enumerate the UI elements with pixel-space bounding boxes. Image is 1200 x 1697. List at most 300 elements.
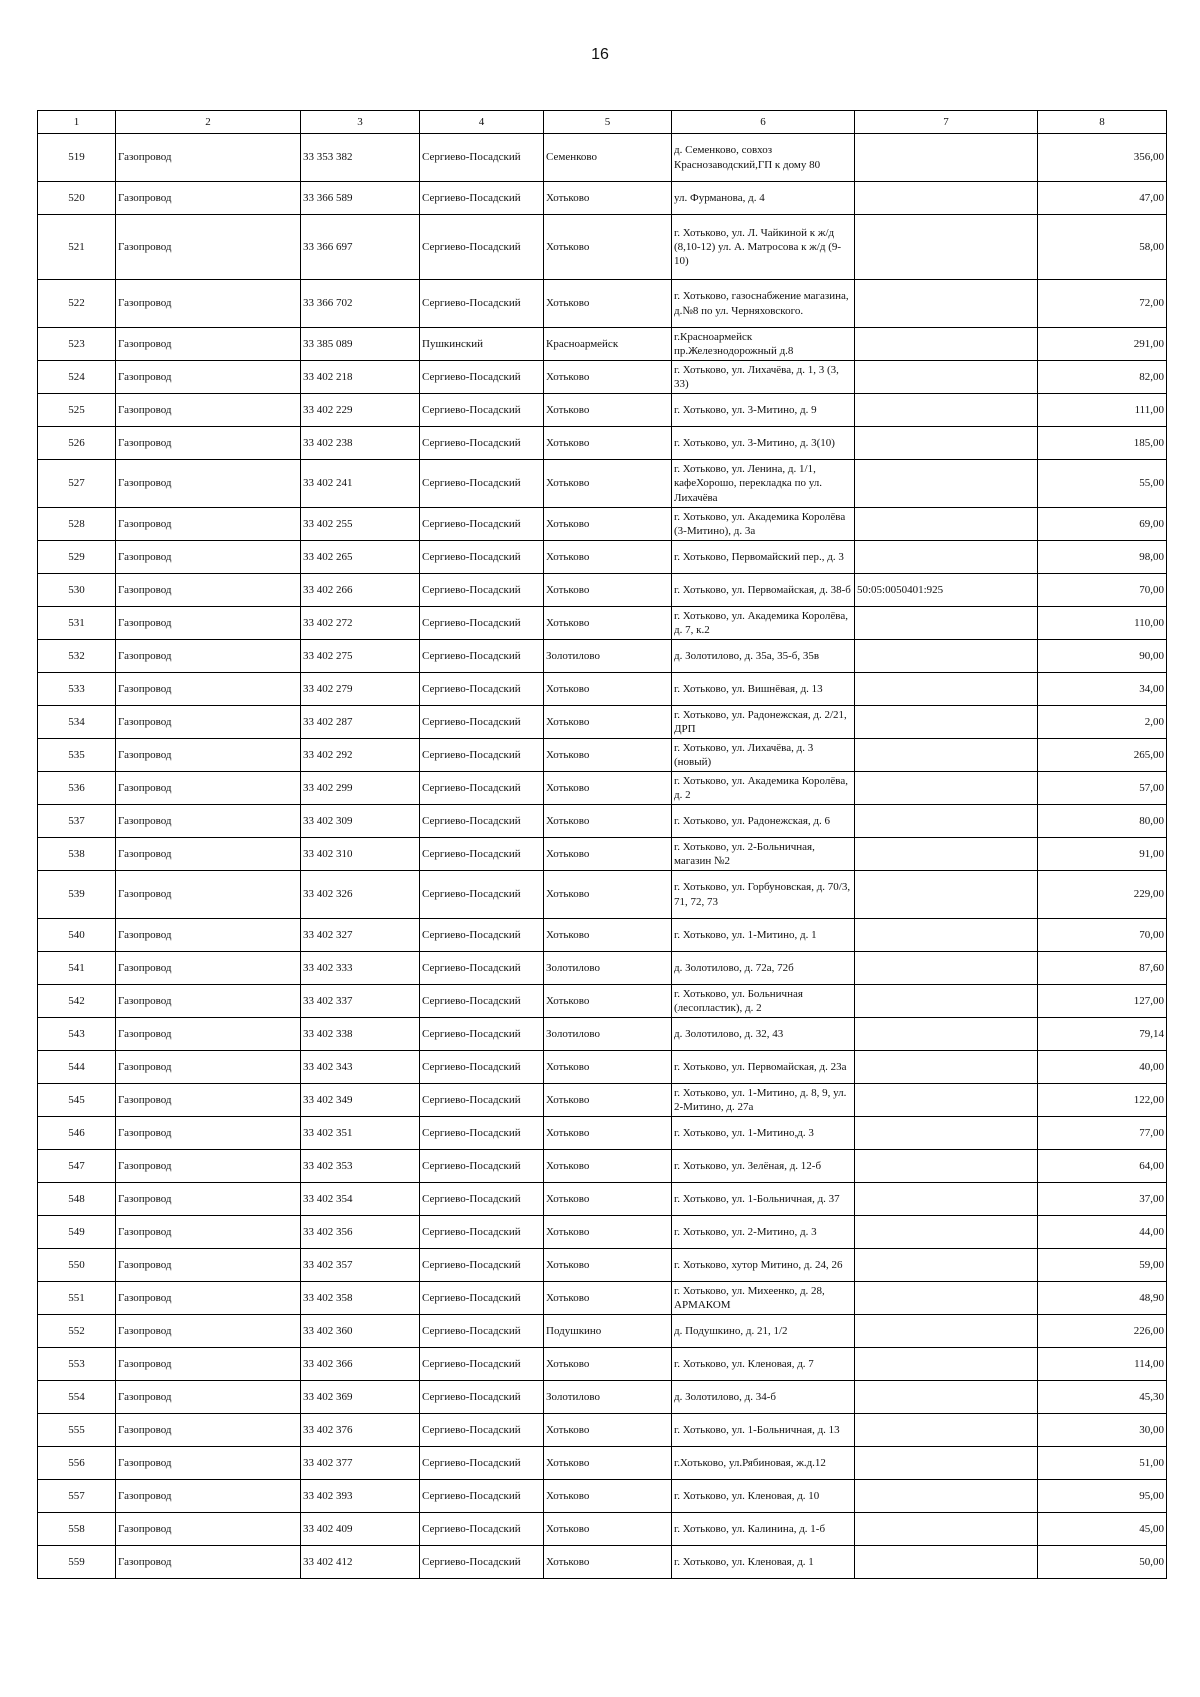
row-number: 548 [38, 1183, 116, 1216]
locality-name: Золотилово [544, 1018, 672, 1051]
object-name: Газопровод [116, 673, 301, 706]
object-code: 33 402 266 [301, 574, 420, 607]
district-name: Сергиево-Посадский [420, 919, 544, 952]
object-name: Газопровод [116, 1150, 301, 1183]
cadastral-number [855, 985, 1038, 1018]
object-name: Газопровод [116, 134, 301, 182]
object-name: Газопровод [116, 541, 301, 574]
district-name: Сергиево-Посадский [420, 427, 544, 460]
object-length: 57,00 [1038, 772, 1167, 805]
object-address: г. Хотьково, ул. 1-Митино, д. 1 [672, 919, 855, 952]
object-name: Газопровод [116, 427, 301, 460]
object-length: 80,00 [1038, 805, 1167, 838]
table-row [38, 328, 1167, 361]
district-name: Пушкинский [420, 328, 544, 361]
district-name: Сергиево-Посадский [420, 607, 544, 640]
object-name: Газопровод [116, 1084, 301, 1117]
object-name: Газопровод [116, 838, 301, 871]
table-row [38, 361, 1167, 394]
district-name: Сергиево-Посадский [420, 1150, 544, 1183]
cadastral-number [855, 134, 1038, 182]
object-length: 110,00 [1038, 607, 1167, 640]
object-code: 33 402 354 [301, 1183, 420, 1216]
object-length: 114,00 [1038, 1348, 1167, 1381]
object-name: Газопровод [116, 1183, 301, 1216]
cadastral-number [855, 541, 1038, 574]
object-code: 33 402 275 [301, 640, 420, 673]
cadastral-number [855, 871, 1038, 919]
district-name: Сергиево-Посадский [420, 280, 544, 328]
object-code: 33 402 265 [301, 541, 420, 574]
table-row [38, 1513, 1167, 1546]
object-address: г. Хотьково, ул. Кленовая, д. 7 [672, 1348, 855, 1381]
object-length: 291,00 [1038, 328, 1167, 361]
locality-name: Хотьково [544, 1447, 672, 1480]
header-cell: 1 [38, 111, 116, 134]
district-name: Сергиево-Посадский [420, 673, 544, 706]
locality-name: Хотьково [544, 1414, 672, 1447]
district-name: Сергиево-Посадский [420, 508, 544, 541]
table-row [38, 706, 1167, 739]
table-row [38, 1018, 1167, 1051]
header-cell: 5 [544, 111, 672, 134]
object-name: Газопровод [116, 772, 301, 805]
object-address: г. Хотьково, ул. 3-Митино, д. 3(10) [672, 427, 855, 460]
object-name: Газопровод [116, 607, 301, 640]
district-name: Сергиево-Посадский [420, 574, 544, 607]
locality-name: Хотьково [544, 706, 672, 739]
cadastral-number [855, 394, 1038, 427]
object-code: 33 366 697 [301, 215, 420, 280]
district-name: Сергиево-Посадский [420, 1249, 544, 1282]
cadastral-number [855, 706, 1038, 739]
district-name: Сергиево-Посадский [420, 1183, 544, 1216]
header-row [38, 111, 1167, 134]
object-address: г. Хотьково, ул. Кленовая, д. 1 [672, 1546, 855, 1579]
object-length: 70,00 [1038, 574, 1167, 607]
district-name: Сергиево-Посадский [420, 805, 544, 838]
district-name: Сергиево-Посадский [420, 1348, 544, 1381]
locality-name: Хотьково [544, 1051, 672, 1084]
object-length: 265,00 [1038, 739, 1167, 772]
row-number: 557 [38, 1480, 116, 1513]
cadastral-number [855, 1117, 1038, 1150]
object-name: Газопровод [116, 919, 301, 952]
district-name: Сергиево-Посадский [420, 182, 544, 215]
object-length: 90,00 [1038, 640, 1167, 673]
locality-name: Хотьково [544, 673, 672, 706]
row-number: 538 [38, 838, 116, 871]
cadastral-number [855, 1546, 1038, 1579]
district-name: Сергиево-Посадский [420, 361, 544, 394]
object-length: 64,00 [1038, 1150, 1167, 1183]
district-name: Сергиево-Посадский [420, 1282, 544, 1315]
cadastral-number [855, 1249, 1038, 1282]
object-code: 33 353 382 [301, 134, 420, 182]
district-name: Сергиево-Посадский [420, 460, 544, 508]
cadastral-number [855, 1381, 1038, 1414]
object-name: Газопровод [116, 985, 301, 1018]
table-row [38, 1183, 1167, 1216]
object-address: г. Хотьково, хутор Митино, д. 24, 26 [672, 1249, 855, 1282]
object-length: 87,60 [1038, 952, 1167, 985]
object-address: г. Хотьково, ул. Горбуновская, д. 70/3, 71, 72, 73 [672, 871, 855, 919]
header-cell: 6 [672, 111, 855, 134]
row-number: 527 [38, 460, 116, 508]
district-name: Сергиево-Посадский [420, 985, 544, 1018]
object-code: 33 402 238 [301, 427, 420, 460]
object-code: 33 402 310 [301, 838, 420, 871]
locality-name: Хотьково [544, 838, 672, 871]
object-address: г. Хотьково, ул. Ленина, д. 1/1, кафеХорошо, перекладка по ул. Лихачёва [672, 460, 855, 508]
object-name: Газопровод [116, 280, 301, 328]
object-length: 77,00 [1038, 1117, 1167, 1150]
row-number: 536 [38, 772, 116, 805]
object-length: 58,00 [1038, 215, 1167, 280]
object-length: 44,00 [1038, 1216, 1167, 1249]
object-name: Газопровод [116, 1018, 301, 1051]
row-number: 543 [38, 1018, 116, 1051]
page-number: 16 [591, 46, 609, 63]
locality-name: Золотилово [544, 952, 672, 985]
object-address: г. Хотьково, ул. 2-Больничная, магазин №2 [672, 838, 855, 871]
object-code: 33 402 409 [301, 1513, 420, 1546]
district-name: Сергиево-Посадский [420, 952, 544, 985]
row-number: 552 [38, 1315, 116, 1348]
object-length: 37,00 [1038, 1183, 1167, 1216]
table-row [38, 460, 1167, 508]
object-code: 33 385 089 [301, 328, 420, 361]
object-name: Газопровод [116, 1447, 301, 1480]
locality-name: Хотьково [544, 1480, 672, 1513]
object-code: 33 402 241 [301, 460, 420, 508]
locality-name: Хотьково [544, 805, 672, 838]
cadastral-number [855, 952, 1038, 985]
object-code: 33 402 287 [301, 706, 420, 739]
district-name: Сергиево-Посадский [420, 1381, 544, 1414]
locality-name: Хотьково [544, 1216, 672, 1249]
table-row [38, 574, 1167, 607]
object-name: Газопровод [116, 1051, 301, 1084]
district-name: Сергиево-Посадский [420, 1051, 544, 1084]
object-length: 229,00 [1038, 871, 1167, 919]
locality-name: Хотьково [544, 1513, 672, 1546]
locality-name: Хотьково [544, 460, 672, 508]
table-row [38, 919, 1167, 952]
object-length: 70,00 [1038, 919, 1167, 952]
object-length: 356,00 [1038, 134, 1167, 182]
object-name: Газопровод [116, 871, 301, 919]
cadastral-number [855, 328, 1038, 361]
row-number: 546 [38, 1117, 116, 1150]
cadastral-number [855, 1084, 1038, 1117]
object-address: г. Хотьково, ул. 2-Митино, д. 3 [672, 1216, 855, 1249]
locality-name: Хотьково [544, 1084, 672, 1117]
table-row [38, 394, 1167, 427]
object-code: 33 402 229 [301, 394, 420, 427]
object-length: 69,00 [1038, 508, 1167, 541]
row-number: 526 [38, 427, 116, 460]
object-length: 30,00 [1038, 1414, 1167, 1447]
row-number: 556 [38, 1447, 116, 1480]
row-number: 539 [38, 871, 116, 919]
object-code: 33 402 333 [301, 952, 420, 985]
object-address: г. Хотьково, ул. Калинина, д. 1-б [672, 1513, 855, 1546]
district-name: Сергиево-Посадский [420, 541, 544, 574]
row-number: 533 [38, 673, 116, 706]
row-number: 531 [38, 607, 116, 640]
table-row [38, 1216, 1167, 1249]
object-code: 33 402 327 [301, 919, 420, 952]
object-address: г. Хотьково, ул. Михеенко, д. 28, АРМАКОМ [672, 1282, 855, 1315]
table-row [38, 280, 1167, 328]
object-name: Газопровод [116, 328, 301, 361]
district-name: Сергиево-Посадский [420, 1447, 544, 1480]
object-address: г. Хотьково, ул. Радонежская, д. 6 [672, 805, 855, 838]
cadastral-number [855, 1282, 1038, 1315]
object-code: 33 402 326 [301, 871, 420, 919]
object-code: 33 402 358 [301, 1282, 420, 1315]
object-length: 127,00 [1038, 985, 1167, 1018]
table-row [38, 427, 1167, 460]
table-row [38, 772, 1167, 805]
object-address: г. Хотьково, ул. Первомайская, д. 23а [672, 1051, 855, 1084]
row-number: 537 [38, 805, 116, 838]
locality-name: Хотьково [544, 739, 672, 772]
object-code: 33 402 309 [301, 805, 420, 838]
locality-name: Хотьково [544, 280, 672, 328]
object-address: г. Хотьково, ул. Первомайская, д. 38-б [672, 574, 855, 607]
row-number: 532 [38, 640, 116, 673]
row-number: 540 [38, 919, 116, 952]
object-address: г. Хотьково, ул. Академика Королёва, д. 7, к.2 [672, 607, 855, 640]
header-cell: 7 [855, 111, 1038, 134]
object-code: 33 402 366 [301, 1348, 420, 1381]
cadastral-number [855, 1183, 1038, 1216]
object-code: 33 402 393 [301, 1480, 420, 1513]
table-row [38, 508, 1167, 541]
locality-name: Хотьково [544, 508, 672, 541]
object-address: г. Хотьково, ул. Академика Королёва, д. 2 [672, 772, 855, 805]
object-length: 111,00 [1038, 394, 1167, 427]
object-name: Газопровод [116, 508, 301, 541]
locality-name: Красноармейск [544, 328, 672, 361]
row-number: 524 [38, 361, 116, 394]
district-name: Сергиево-Посадский [420, 215, 544, 280]
object-length: 82,00 [1038, 361, 1167, 394]
cadastral-number [855, 1150, 1038, 1183]
cadastral-number [855, 1414, 1038, 1447]
object-code: 33 402 338 [301, 1018, 420, 1051]
object-address: г. Хотьково, ул. Радонежская, д. 2/21, ДРП [672, 706, 855, 739]
table-row [38, 1249, 1167, 1282]
district-name: Сергиево-Посадский [420, 1513, 544, 1546]
object-address: г. Хотьково, ул. 1-Митино,д. 3 [672, 1117, 855, 1150]
locality-name: Хотьково [544, 1546, 672, 1579]
object-length: 59,00 [1038, 1249, 1167, 1282]
table-row [38, 739, 1167, 772]
object-name: Газопровод [116, 1414, 301, 1447]
locality-name: Хотьково [544, 394, 672, 427]
cadastral-number [855, 739, 1038, 772]
object-address: ул. Фурманова, д. 4 [672, 182, 855, 215]
row-number: 550 [38, 1249, 116, 1282]
object-code: 33 402 377 [301, 1447, 420, 1480]
object-name: Газопровод [116, 574, 301, 607]
cadastral-number [855, 1018, 1038, 1051]
district-name: Сергиево-Посадский [420, 134, 544, 182]
object-code: 33 402 360 [301, 1315, 420, 1348]
cadastral-number [855, 1480, 1038, 1513]
cadastral-number [855, 1216, 1038, 1249]
cadastral-number [855, 1315, 1038, 1348]
district-name: Сергиево-Посадский [420, 1546, 544, 1579]
table-row [38, 640, 1167, 673]
object-address: д. Золотилово, д. 35а, 35-б, 35в [672, 640, 855, 673]
row-number: 535 [38, 739, 116, 772]
locality-name: Хотьково [544, 1117, 672, 1150]
locality-name: Хотьково [544, 541, 672, 574]
cadastral-number [855, 640, 1038, 673]
cadastral-number [855, 361, 1038, 394]
locality-name: Хотьково [544, 574, 672, 607]
table-row [38, 215, 1167, 280]
object-address: д. Золотилово, д. 32, 43 [672, 1018, 855, 1051]
cadastral-number [855, 1513, 1038, 1546]
cadastral-number [855, 182, 1038, 215]
object-code: 33 402 337 [301, 985, 420, 1018]
table-row [38, 607, 1167, 640]
object-name: Газопровод [116, 1117, 301, 1150]
locality-name: Хотьково [544, 772, 672, 805]
locality-name: Хотьково [544, 607, 672, 640]
table-row [38, 1117, 1167, 1150]
object-length: 45,30 [1038, 1381, 1167, 1414]
object-code: 33 402 351 [301, 1117, 420, 1150]
row-number: 534 [38, 706, 116, 739]
district-name: Сергиево-Посадский [420, 1480, 544, 1513]
object-address: г. Хотьково, ул. Л. Чайкиной к ж/д (8,10-12) ул. А. Матросова к ж/д (9-10) [672, 215, 855, 280]
locality-name: Хотьково [544, 1282, 672, 1315]
object-code: 33 402 353 [301, 1150, 420, 1183]
object-name: Газопровод [116, 1348, 301, 1381]
object-address: г. Хотьково, газоснабжение магазина, д.№8 по ул. Черняховского. [672, 280, 855, 328]
object-address: г. Хотьково, ул. Вишнёвая, д. 13 [672, 673, 855, 706]
cadastral-number [855, 1051, 1038, 1084]
table-row [38, 1051, 1167, 1084]
table-row [38, 541, 1167, 574]
header-cell: 8 [1038, 111, 1167, 134]
table-row [38, 985, 1167, 1018]
district-name: Сергиево-Посадский [420, 640, 544, 673]
cadastral-number [855, 427, 1038, 460]
table-row [38, 1381, 1167, 1414]
object-address: д. Золотилово, д. 72а, 72б [672, 952, 855, 985]
locality-name: Хотьково [544, 182, 672, 215]
row-number: 521 [38, 215, 116, 280]
district-name: Сергиево-Посадский [420, 706, 544, 739]
object-length: 185,00 [1038, 427, 1167, 460]
header-cell: 3 [301, 111, 420, 134]
object-code: 33 402 279 [301, 673, 420, 706]
row-number: 529 [38, 541, 116, 574]
object-name: Газопровод [116, 1513, 301, 1546]
district-name: Сергиево-Посадский [420, 1018, 544, 1051]
object-name: Газопровод [116, 182, 301, 215]
object-address: г. Хотьково, ул. 1-Больничная, д. 13 [672, 1414, 855, 1447]
table-row [38, 134, 1167, 182]
cadastral-number [855, 838, 1038, 871]
object-name: Газопровод [116, 1282, 301, 1315]
object-name: Газопровод [116, 361, 301, 394]
object-address: г. Хотьково, ул. Кленовая, д. 10 [672, 1480, 855, 1513]
object-address: г. Хотьково, ул. Больничная (лесопластик), д. 2 [672, 985, 855, 1018]
object-name: Газопровод [116, 706, 301, 739]
object-length: 79,14 [1038, 1018, 1167, 1051]
object-name: Газопровод [116, 952, 301, 985]
header-cell: 4 [420, 111, 544, 134]
row-number: 528 [38, 508, 116, 541]
row-number: 547 [38, 1150, 116, 1183]
object-code: 33 402 369 [301, 1381, 420, 1414]
object-name: Газопровод [116, 1249, 301, 1282]
object-name: Газопровод [116, 394, 301, 427]
table-row [38, 1315, 1167, 1348]
table-header [38, 111, 1167, 134]
row-number: 520 [38, 182, 116, 215]
object-name: Газопровод [116, 1546, 301, 1579]
table-row [38, 673, 1167, 706]
locality-name: Хотьково [544, 361, 672, 394]
cadastral-number [855, 1447, 1038, 1480]
locality-name: Золотилово [544, 640, 672, 673]
object-code: 33 402 255 [301, 508, 420, 541]
cadastral-number [855, 280, 1038, 328]
object-length: 51,00 [1038, 1447, 1167, 1480]
locality-name: Хотьково [544, 1348, 672, 1381]
object-address: г. Хотьково, ул. Лихачёва, д. 1, 3 (3, 33) [672, 361, 855, 394]
row-number: 523 [38, 328, 116, 361]
table-row [38, 1150, 1167, 1183]
object-length: 47,00 [1038, 182, 1167, 215]
object-length: 2,00 [1038, 706, 1167, 739]
table-row [38, 871, 1167, 919]
object-address: г. Хотьково, ул. Лихачёва, д. 3 (новый) [672, 739, 855, 772]
object-length: 34,00 [1038, 673, 1167, 706]
row-number: 522 [38, 280, 116, 328]
row-number: 545 [38, 1084, 116, 1117]
locality-name: Золотилово [544, 1381, 672, 1414]
object-code: 33 402 218 [301, 361, 420, 394]
table-row [38, 1414, 1167, 1447]
row-number: 553 [38, 1348, 116, 1381]
object-length: 72,00 [1038, 280, 1167, 328]
row-number: 555 [38, 1414, 116, 1447]
cadastral-number [855, 215, 1038, 280]
object-length: 40,00 [1038, 1051, 1167, 1084]
locality-name: Подушкино [544, 1315, 672, 1348]
object-name: Газопровод [116, 1480, 301, 1513]
object-length: 98,00 [1038, 541, 1167, 574]
locality-name: Хотьково [544, 1150, 672, 1183]
locality-name: Семенково [544, 134, 672, 182]
table-row [38, 838, 1167, 871]
object-name: Газопровод [116, 1381, 301, 1414]
object-address: д. Золотилово, д. 34-б [672, 1381, 855, 1414]
object-code: 33 402 299 [301, 772, 420, 805]
table-row [38, 1084, 1167, 1117]
object-address: г. Хотьково, ул. 1-Митино, д. 8, 9, ул. 2-Митино, д. 27а [672, 1084, 855, 1117]
